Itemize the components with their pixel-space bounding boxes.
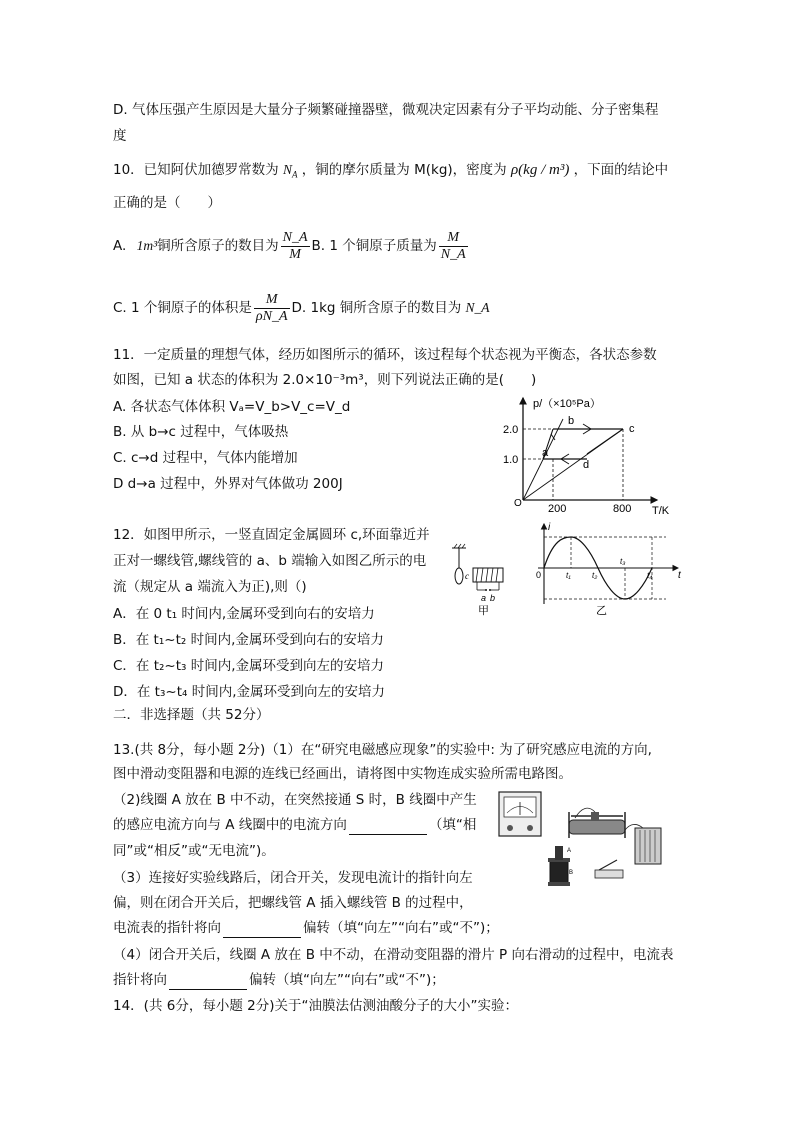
q9-option-d-line2: 度 [113,128,127,144]
q9-option-d-line1: D. 气体压强产生原因是大量分子频繁碰撞器壁，微观决定因素有分子平均动能、分子密集程 [113,102,659,118]
q13-apparatus-figure [495,790,685,900]
q12-option-d: D．在 t₃~t₄ 时间内,金属环受到向左的安培力 [113,684,385,700]
q10-na-symbol: $N_A$ [282,162,298,180]
q10-option-a-fraction: $\frac{N\_A}{M}$ [282,229,308,262]
q13-line10 [113,970,445,990]
q10-option-c-fraction: $\frac{M}{\rho N\_A}$ [255,291,288,324]
q13-line8-text: 电流表的指针将向 [113,920,221,936]
q10-stem-line2: 正确的是（ ） [113,195,221,211]
battery [625,824,661,864]
y-tick-2: 2.0 [503,424,519,436]
point-a: a [542,447,549,459]
coils-a-b [548,846,573,886]
q12-stem-line3: 流（规定从 a 端流入为正),则（) [113,579,307,595]
figure-yi-label: 乙 [596,605,607,617]
q13-line9: （4）闭合开关后，线圈 A 放在 B 中不动，在滑动变阻器的滑片 P 向右滑动的过程中，电流表 [113,947,674,963]
answer-blank-3[interactable] [223,923,301,938]
q10-options-cd [113,290,490,326]
point-b: b [568,415,575,427]
t-axis-label: t [678,570,681,581]
q12-figure-jia [448,540,518,620]
x-tick-800: 800 [613,503,632,515]
metal-ring [455,568,463,584]
q13-line8 [113,918,499,938]
q13-line4-text: 的感应电流方向与 A 线圈中的电流方向 [113,817,347,833]
q10-option-a-prefix: A. [113,238,127,254]
q10-option-d-value: N_A [465,300,490,315]
q11-option-a: A. 各状态气体体积 Vₐ=V_b>V_c=V_d [113,399,351,415]
switch [595,860,623,878]
tick-t2: t₂ [592,571,598,580]
answer-blank-2[interactable] [349,820,427,835]
q11-option-b: B. 从 b→c 过程中，气体吸热 [113,424,289,440]
point-c: c [629,423,635,435]
y-tick-1: 1.0 [503,454,519,466]
section-heading: 二．非选择题（共 52分） [113,707,270,723]
q10-stem-b: ，铜的摩尔质量为 M(kg)，密度为 [301,162,507,178]
q10-option-c-text: C. 1 个铜原子的体积是 [113,300,252,316]
q10-option-d-text: D. 1kg 铜所含原子的数目为 [291,300,462,316]
q12-stem-line2: 正对一螺线管,螺线管的 a、b 端输入如图乙所示的电 [113,553,427,569]
q13-line5: 同”或“相反”或“无电流”)。 [113,843,275,859]
q13-line4 [113,815,476,835]
q10-option-a-text: 铜所含原子的数目为 [157,238,279,254]
x-axis-label: T/K [652,505,670,517]
terminal-a: a [481,593,487,603]
q13-line10-text: 指针将向 [113,972,167,988]
q12-option-a: A．在 0 t₁ 时间内,金属环受到向右的安培力 [113,606,375,622]
q10-option-b-fraction: $\frac{M}{N\_A}$ [440,229,466,262]
q13-line6: （3）连接好实验线路后，闭合开关，发现电流计的指针向左 [113,870,473,886]
point-d: d [583,459,590,471]
q13-line3: （2)线圈 A 放在 B 中不动，在突然接通 S 时，B 线圈中产生 [113,792,477,808]
q12-stem-line1: 12．如图甲所示，一竖直固定金属圆环 c,环面靠近并 [113,527,430,543]
q12-option-b: B．在 t₁~t₂ 时间内,金属环受到向右的安培力 [113,632,384,648]
origin-zero: 0 [536,570,542,580]
figure-jia-label: 甲 [478,605,489,617]
galvanometer [499,792,541,836]
q10-options-ab [113,228,470,264]
q14-line1: 14．(共 6分，每小题 2分)关于“油膜法估测油酸分子的大小”实验： [113,998,518,1014]
svg-text:A: A [567,848,572,854]
i-axis-label: i [548,522,551,533]
q10-stem-c: ，下面的结论中 [573,162,669,178]
svg-text:B: B [569,870,574,876]
rheostat [569,808,625,838]
q13-line4-hint: （填“相 [428,817,477,833]
q12-option-c: C．在 t₂~t₃ 时间内,金属环受到向左的安培力 [113,658,385,674]
q11-pt-graph [495,390,695,520]
q11-option-c: C. c→d 过程中，气体内能增加 [113,450,298,466]
q10-option-b-text: B. 1 个铜原子质量为 [311,238,437,254]
process-cd [587,429,623,454]
q11-option-d: D d→a 过程中，外界对气体做功 200J [113,476,343,492]
terminal-b: b [490,593,496,603]
y-axis-label: p/（×10⁵Pa） [533,398,601,410]
q13-line10-hint: 偏转（填“向左”“向右”或“不”)； [249,972,445,988]
tick-t3: t₃ [620,557,626,566]
ring-label-c: c [465,571,469,581]
q13-line8-hint: 偏转（填“向左”“向右”或“不”)； [303,920,499,936]
q10-stem [113,160,668,185]
answer-blank-4[interactable] [169,975,247,990]
q12-figure-yi [528,520,688,620]
q10-density-symbol: ρ(kg / m³) [510,162,570,178]
q10-option-a-unit: 1m³ [136,238,158,253]
q13-line7: 偏，则在闭合开关后，把螺线管 A 插入螺线管 B 的过程中， [113,895,473,911]
origin-label: O [514,498,522,509]
q13-line2: 图中滑动变阻器和电源的连线已经画出，请将图中实物连成实验所需电路图。 [113,766,572,782]
q13-line1: 13.(共 8分，每小题 2分)（1）在“研究电磁感应现象”的实验中: 为了研究感应电流的方向, [113,742,652,758]
q11-stem-line2: 如图，已知 a 状态的体积为 2.0×10⁻³m³，则下列说法正确的是( ) [113,372,537,388]
tick-t1: t₁ [566,571,571,580]
q11-stem-line1: 11．一定质量的理想气体，经历如图所示的循环，该过程每个状态视为平衡态，各状态参数 [113,347,657,363]
q10-stem-a: 10．已知阿伏加德罗常数为 [113,162,279,178]
tick-t4: t₄ [647,571,653,580]
x-tick-200: 200 [548,503,567,515]
